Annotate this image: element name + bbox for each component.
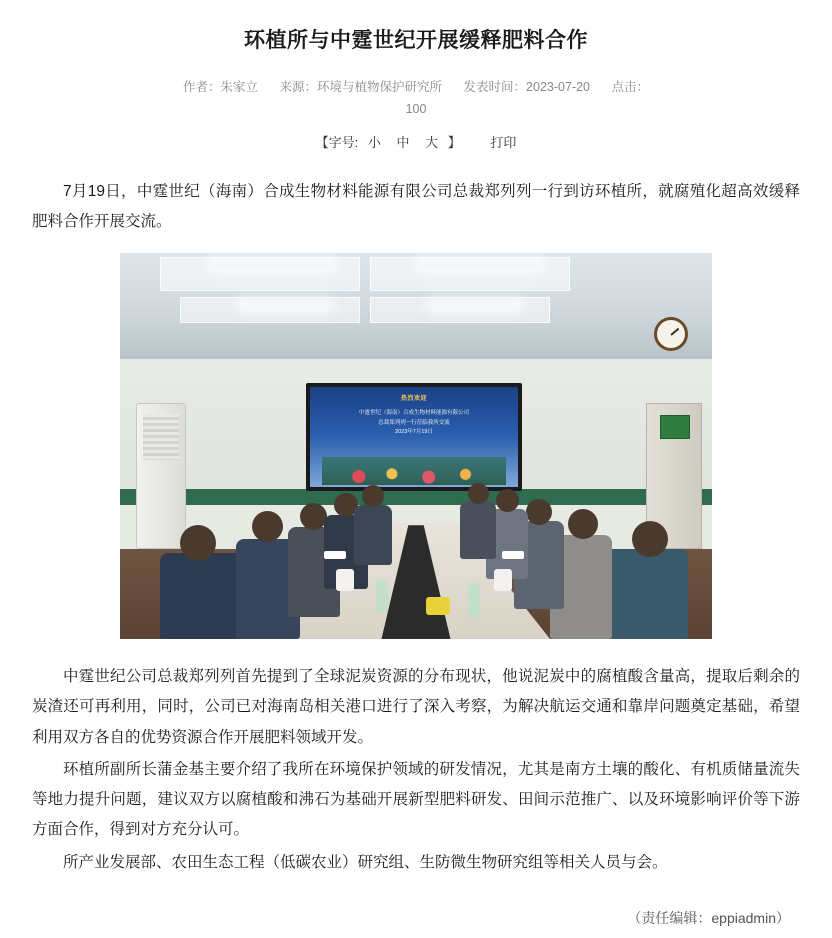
editor-note: （责任编辑：eppiadmin）: [627, 909, 790, 926]
article-photo-wrap: [32, 253, 800, 644]
meta-source-value: 环境与植物保护研究所: [317, 80, 443, 94]
meta-author: [183, 80, 258, 94]
fontsize-toolbar: [14, 132, 818, 151]
presentation-screen: [306, 383, 522, 491]
snack-bag: [426, 597, 450, 615]
exit-sign-icon: [660, 415, 690, 439]
page-title: 环植所与中霆世纪开展缓释肥料合作: [244, 29, 588, 52]
fontsize-medium-button[interactable]: 中: [396, 134, 410, 150]
slide-subtitle: 中霆世纪（海南）合成生物材料能源有限公司 总裁郑列列一行莅临我所交流 2023年7月19日: [358, 410, 469, 435]
article-body: [14, 177, 818, 878]
cup: [494, 569, 512, 591]
meta-hits: [611, 80, 649, 94]
cup: [336, 569, 354, 591]
print-button[interactable]: 打印: [490, 134, 517, 150]
meta-author-label: 作者：: [183, 80, 221, 94]
ceiling-light: [212, 263, 332, 269]
document-paper: [324, 551, 346, 559]
meta-hits-value: 100: [405, 101, 427, 116]
ceiling-panel: [370, 297, 550, 323]
attendee-head: [252, 511, 283, 542]
ceiling-panel: [180, 297, 360, 323]
paragraph-4: 所产业发展部、农田生态工程（低碳农业）研究组、生防微生物研究组等相关人员与会。: [63, 853, 668, 871]
attendee: [160, 553, 246, 639]
attendee-head: [632, 521, 668, 557]
meta-source-label: 来源：: [279, 80, 318, 94]
air-conditioner: [136, 403, 186, 549]
article-page: [0, 24, 832, 928]
attendee-head: [568, 509, 598, 539]
meta-author-value: 朱家立: [220, 80, 259, 94]
fontsize-bracket-open: 【字号:: [315, 134, 359, 150]
ceiling-light: [430, 303, 520, 308]
article-meta: [14, 76, 818, 100]
meta-hits-label: 点击：: [611, 80, 649, 94]
fontsize-small-button[interactable]: 小: [367, 134, 381, 150]
fontsize-large-button[interactable]: 大: [425, 134, 439, 150]
ceiling-light: [420, 263, 540, 269]
paragraph-1: 7月19日，中霆世纪（海南）合成生物材料能源有限公司总裁郑列列一行到访环植所，就腐殖化超高效缓释肥料合作开展交流。: [32, 182, 800, 230]
attendee-head: [180, 525, 216, 561]
paragraph-2: 中霆世纪公司总裁郑列列首先提到了全球泥炭资源的分布现状，他说泥炭中的腐植酸含量高，提取后剩余的炭渣还可再利用，同时，公司已对海南岛相关港口进行了深入考察，为解决航运交通和靠岸问题奠定基础，希望利用双方各自的优势资源合作开展肥料领域开发。: [32, 668, 800, 746]
meta-date-label: 发表时间：: [463, 80, 527, 94]
fontsize-bracket-close: 】: [447, 134, 461, 150]
meta-source: [280, 80, 443, 94]
attendee-head: [526, 499, 552, 525]
document-paper: [502, 551, 524, 559]
meta-date: [464, 80, 590, 94]
water-bottle: [468, 583, 480, 617]
attendee-head: [300, 503, 327, 530]
water-bottle: [376, 579, 388, 613]
slide-title: 热烈欢迎: [400, 396, 427, 403]
meta-date-value: 2023-07-20: [526, 80, 590, 94]
slide-flower-decoration: [322, 457, 506, 485]
paragraph-3: 环植所副所长蒲金基主要介绍了我所在环境保护领域的研发情况，尤其是南方土壤的酸化、有机质储量流失等地力提升问题，建议双方以腐植酸和沸石为基础开展新型肥料研发、田间示范推广、以及环境影响评价等下游方面合作，得到对方充分认可。: [32, 760, 800, 839]
attendee: [354, 505, 392, 565]
meeting-room-photo: [120, 253, 712, 639]
ceiling-light: [240, 303, 330, 308]
attendee: [600, 549, 688, 639]
wall-band: [120, 489, 712, 505]
wall-clock-icon: [654, 317, 688, 351]
attendee: [460, 501, 496, 559]
